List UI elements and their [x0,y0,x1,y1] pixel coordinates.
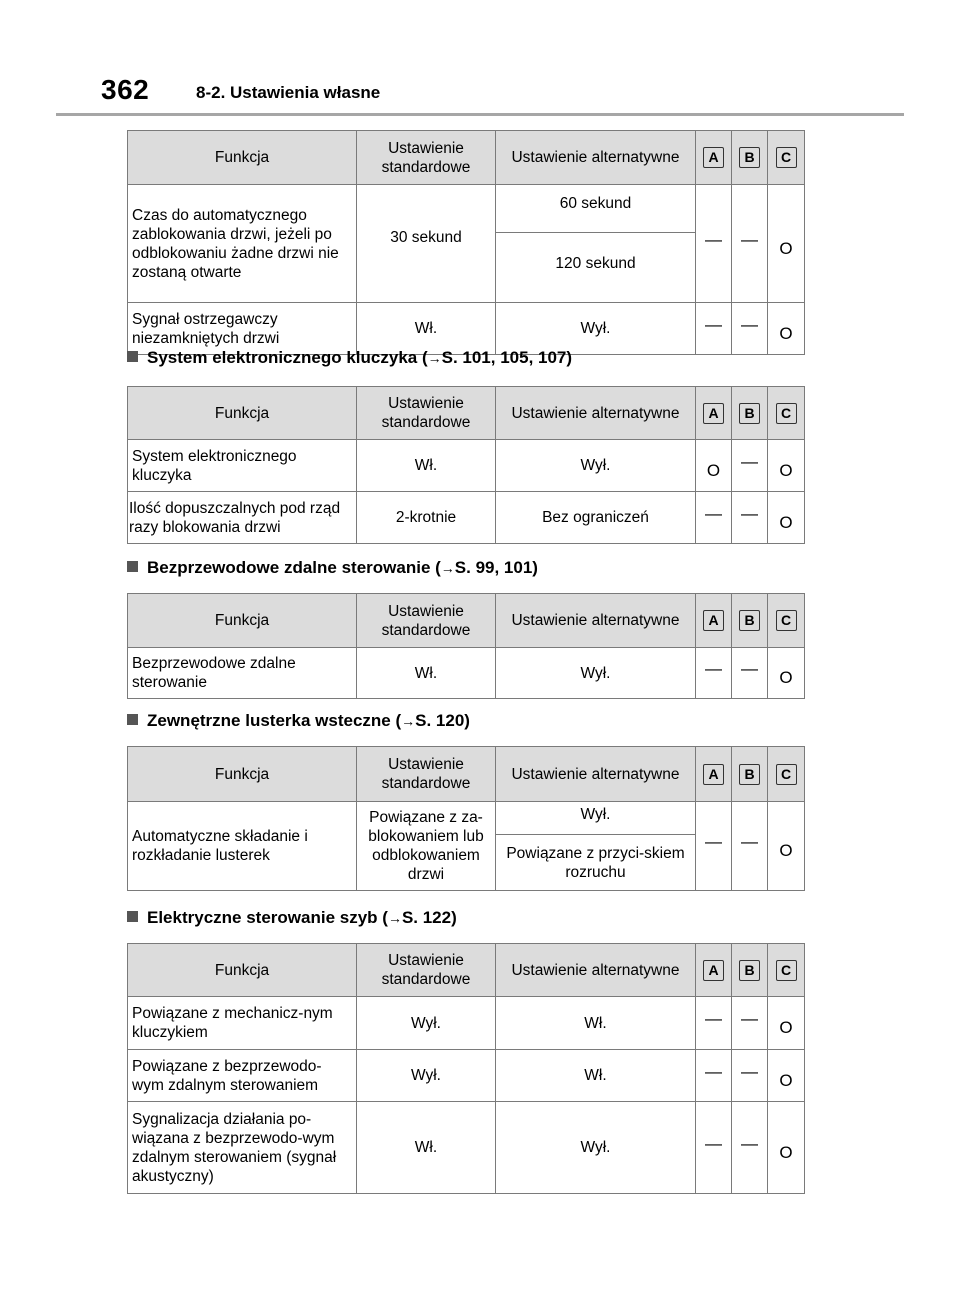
col-header-b [732,747,768,802]
label-c-icon: C [776,147,797,168]
mark-a-cell: — [696,303,732,355]
function-cell: Ilość dopuszczalnych pod rząd razy blokowania drzwi [128,492,357,544]
col-header-alternative: Ustawienie alternatywne [496,131,696,185]
standard-cell: Wył. [357,1050,496,1102]
label-c-icon: C [776,610,797,631]
col-header-a [696,944,732,997]
standard-cell: 30 sekund [357,185,496,303]
label-c-icon: C [776,764,797,785]
function-cell: Sygnalizacja działania po-wiązana z bezprzewodo-wym zdalnym sterowaniem (sygnał akustyczny) [128,1102,357,1194]
mark-c-cell: O [768,185,805,303]
alternative-cell: 60 sekund [496,185,696,233]
bullet-square-icon [127,714,138,725]
table-header-row [128,594,805,648]
col-header-a [696,131,732,185]
section-title: 8-2. Ustawienia własne [196,83,381,102]
function-cell: Powiązane z bezprzewodo-wym zdalnym sterowaniem [128,1050,357,1102]
mark-b-cell: — [732,1102,768,1194]
standard-cell: Wł. [357,1102,496,1194]
col-header-standard: Ustawienie standardowe [357,387,496,440]
table-row [128,303,805,355]
col-header-a [696,747,732,802]
section-heading-smart-key: System elektronicznego kluczyka (→S. 101, 105, 107) [127,348,572,368]
col-header-standard: Ustawienie standardowe [357,594,496,648]
table-header-row [128,747,805,802]
col-header-function: Funkcja [128,594,357,648]
mark-c-cell: O [768,492,805,544]
alternative-cell: Wł. [496,1050,696,1102]
settings-table-door-lock [127,130,804,355]
mark-a-cell: — [696,997,732,1050]
mark-a-cell: — [696,1102,732,1194]
function-cell: Powiązane z mechanicz-nym kluczykiem [128,997,357,1050]
table-row [128,492,805,544]
label-a-icon: A [703,610,724,631]
page-number: 362 [101,74,150,105]
alternative-cell: Powiązane z przyci-skiem rozruchu [496,835,696,891]
col-header-function: Funkcja [128,944,357,997]
settings-table-windows [127,943,804,1194]
mark-a-cell: — [696,802,732,891]
mark-c-cell: O [768,1102,805,1194]
arrow-right-icon: → [387,910,402,926]
mark-a-cell: — [696,492,732,544]
mark-c-cell: O [768,440,805,492]
standard-cell: Wł. [357,648,496,699]
standard-cell: 2-krotnie [357,492,496,544]
header-divider [56,113,904,116]
mark-a-cell: — [696,185,732,303]
settings-table-smart-key [127,386,804,544]
arrow-right-icon: → [427,350,442,366]
mark-b-cell: — [732,185,768,303]
alternative-cell: Wł. [496,997,696,1050]
table-header-row [128,944,805,997]
mark-b-cell: — [732,492,768,544]
label-a-icon: A [703,403,724,424]
label-c-icon: C [776,403,797,424]
alternative-cell: Bez ograniczeń [496,492,696,544]
settings-table-remote-control [127,593,804,699]
mark-b-cell: — [732,1050,768,1102]
label-b-icon: B [739,610,760,631]
col-header-a [696,387,732,440]
alternative-cell: Wył. [496,440,696,492]
standard-cell: Wł. [357,303,496,355]
label-b-icon: B [739,147,760,168]
alternative-cell: 120 sekund [496,233,696,303]
arrow-right-icon: → [401,713,416,729]
table-row [128,185,805,233]
alternative-cell: Wył. [496,303,696,355]
mark-c-cell: O [768,648,805,699]
bullet-square-icon [127,911,138,922]
mark-c-cell: O [768,1050,805,1102]
mark-b-cell: — [732,802,768,891]
bullet-square-icon [127,351,138,362]
mark-a-cell: — [696,1050,732,1102]
mark-b-cell: — [732,303,768,355]
bullet-square-icon [127,561,138,572]
col-header-c [768,594,805,648]
col-header-alternative: Ustawienie alternatywne [496,944,696,997]
function-cell: Czas do automatycznego zablokowania drzwi, jeżeli po odblokowaniu żadne drzwi nie zostaną otwarte [128,185,357,303]
col-header-function: Funkcja [128,387,357,440]
col-header-alternative: Ustawienie alternatywne [496,594,696,648]
arrow-right-icon: → [440,560,455,576]
col-header-c [768,131,805,185]
standard-cell: Wył. [357,997,496,1050]
col-header-a [696,594,732,648]
col-header-standard: Ustawienie standardowe [357,747,496,802]
table-row [128,440,805,492]
label-a-icon: A [703,147,724,168]
table-header-row [128,387,805,440]
function-cell: Automatyczne składanie i rozkładanie lusterek [128,802,357,891]
col-header-standard: Ustawienie standardowe [357,944,496,997]
mark-b-cell: — [732,440,768,492]
label-c-icon: C [776,960,797,981]
section-heading-remote-control: Bezprzewodowe zdalne sterowanie (→S. 99, 101) [127,558,538,578]
function-cell: Bezprzewodowe zdalne sterowanie [128,648,357,699]
mark-c-cell: O [768,997,805,1050]
label-b-icon: B [739,960,760,981]
function-cell: System elektronicznego kluczyka [128,440,357,492]
alternative-cell: Wył. [496,1102,696,1194]
col-header-standard: Ustawienie standardowe [357,131,496,185]
table-header-row [128,131,805,185]
col-header-b [732,387,768,440]
alternative-cell: Wył. [496,648,696,699]
table-row [128,648,805,699]
col-header-c [768,944,805,997]
col-header-b [732,131,768,185]
col-header-alternative: Ustawienie alternatywne [496,747,696,802]
col-header-function: Funkcja [128,747,357,802]
table-row [128,802,805,835]
page-header [0,0,960,118]
mark-a-cell: — [696,648,732,699]
mark-c-cell: O [768,802,805,891]
label-a-icon: A [703,960,724,981]
section-heading-mirrors: Zewnętrzne lusterka wsteczne (→S. 120) [127,711,470,731]
table-row [128,997,805,1050]
alternative-cell: Wył. [496,802,696,835]
col-header-alternative: Ustawienie alternatywne [496,387,696,440]
mark-c-cell: O [768,303,805,355]
col-header-c [768,747,805,802]
col-header-function: Funkcja [128,131,357,185]
col-header-c [768,387,805,440]
mark-b-cell: — [732,648,768,699]
label-b-icon: B [739,403,760,424]
table-row [128,1050,805,1102]
function-cell: Sygnał ostrzegawczy niezamkniętych drzwi [128,303,357,355]
settings-table-mirrors [127,746,804,891]
mark-b-cell: — [732,997,768,1050]
table-row [128,1102,805,1194]
section-heading-windows: Elektryczne sterowanie szyb (→S. 122) [127,908,457,928]
mark-a-cell: O [696,440,732,492]
standard-cell: Powiązane z za-blokowaniem lub odblokowaniem drzwi [357,802,496,891]
label-a-icon: A [703,764,724,785]
col-header-b [732,594,768,648]
standard-cell: Wł. [357,440,496,492]
col-header-b [732,944,768,997]
label-b-icon: B [739,764,760,785]
